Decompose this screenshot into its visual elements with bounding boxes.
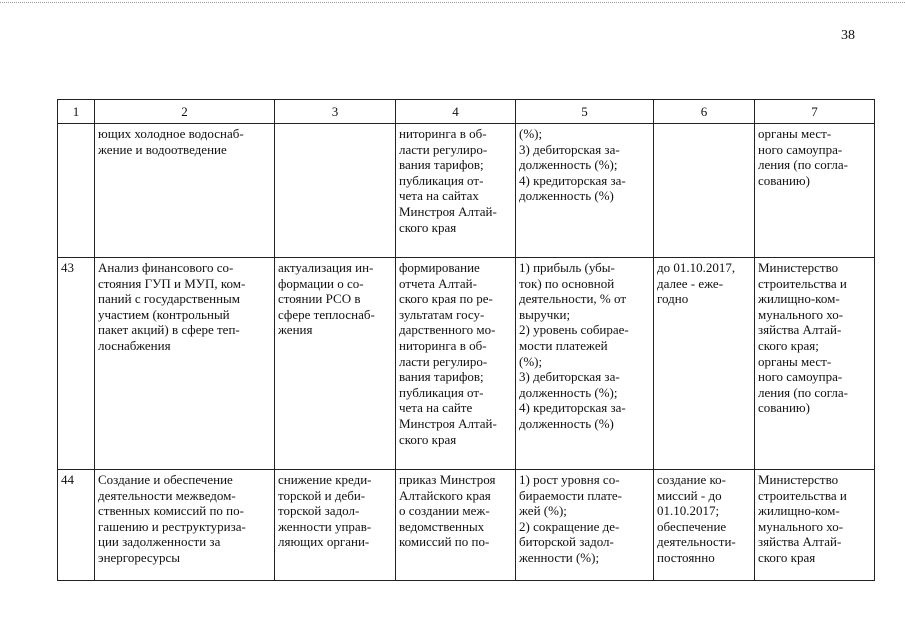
responsible-cell: Министерство строительства и жилищно-ком- мунального хо- зяйства Алтай- ского края; органы мест- ного самоупра- ления (по согла- сованию) xyxy=(755,258,875,470)
activity-name-cell: Анализ финансового со- стояния ГУП и МУП, ком- паний с государственным участием (контрольный пакет акций) в сфере теп- лоснабжения xyxy=(95,258,275,470)
deadline-cell: до 01.10.2017, далее - еже- годно xyxy=(654,258,755,470)
page-top-border xyxy=(0,2,905,3)
goal-cell: актуализация ин- формации о со- стоянии РСО в сфере теплоснаб- жения xyxy=(275,258,396,470)
column-header-7: 7 xyxy=(755,100,875,124)
goal-cell xyxy=(275,124,396,258)
column-header-4: 4 xyxy=(396,100,516,124)
column-header-3: 3 xyxy=(275,100,396,124)
indicators-cell: 1) рост уровня со- бираемости плате- жей (%); 2) сокращение де- биторской задол- женности (%); xyxy=(516,470,654,581)
activity-name-cell: ющих холодное водоснаб- жение и водоотведение xyxy=(95,124,275,258)
deadline-cell xyxy=(654,124,755,258)
column-header-6: 6 xyxy=(654,100,755,124)
deadline-cell: создание ко- миссий - до 01.10.2017; обеспечение деятельности- постоянно xyxy=(654,470,755,581)
table-row-continuation xyxy=(58,124,875,258)
column-header-1: 1 xyxy=(58,100,95,124)
header-row xyxy=(58,100,875,124)
row-number-cell xyxy=(58,124,95,258)
table-row-43 xyxy=(58,258,875,470)
goal-cell: снижение креди- торской и деби- торской задол- женности управ- ляющих органи- xyxy=(275,470,396,581)
indicators-cell: (%); 3) дебиторская за- долженность (%); 4) кредиторская за- долженность (%) xyxy=(516,124,654,258)
result-form-cell: ниторинга в об- ласти регулиро- вания тарифов; публикация от- чета на сайтах Минстроя Алтай- ского края xyxy=(396,124,516,258)
indicators-cell: 1) прибыль (убы- ток) по основной деятельности, % от выручки; 2) уровень собирае- мости платежей (%); 3) дебиторская за- долженность (%); 4) кредиторская за- долженность (%) xyxy=(516,258,654,470)
responsible-cell: Министерство строительства и жилищно-ком- мунального хо- зяйства Алтай- ского края xyxy=(755,470,875,581)
result-form-cell: приказ Минстроя Алтайского края о создании меж- ведомственных комиссий по по- xyxy=(396,470,516,581)
activity-name-cell: Создание и обеспечение деятельности межведом- ственных комиссий по по- гашению и реструктуриза- ции задолженности за энергоресурсы xyxy=(95,470,275,581)
column-header-2: 2 xyxy=(95,100,275,124)
table-row-44 xyxy=(58,470,875,581)
column-header-5: 5 xyxy=(516,100,654,124)
document-table xyxy=(57,99,875,581)
row-number-cell: 43 xyxy=(58,258,95,470)
result-form-cell: формирование отчета Алтай- ского края по ре- зультатам госу- дарственного мо- ниторинга в об- ласти регулиро- вания тарифов; публикация от- чета на сайте Минстроя Алтай- ского края xyxy=(396,258,516,470)
page-number: 38 xyxy=(841,28,855,43)
row-number-cell: 44 xyxy=(58,470,95,581)
responsible-cell: органы мест- ного самоупра- ления (по согла- сованию) xyxy=(755,124,875,258)
